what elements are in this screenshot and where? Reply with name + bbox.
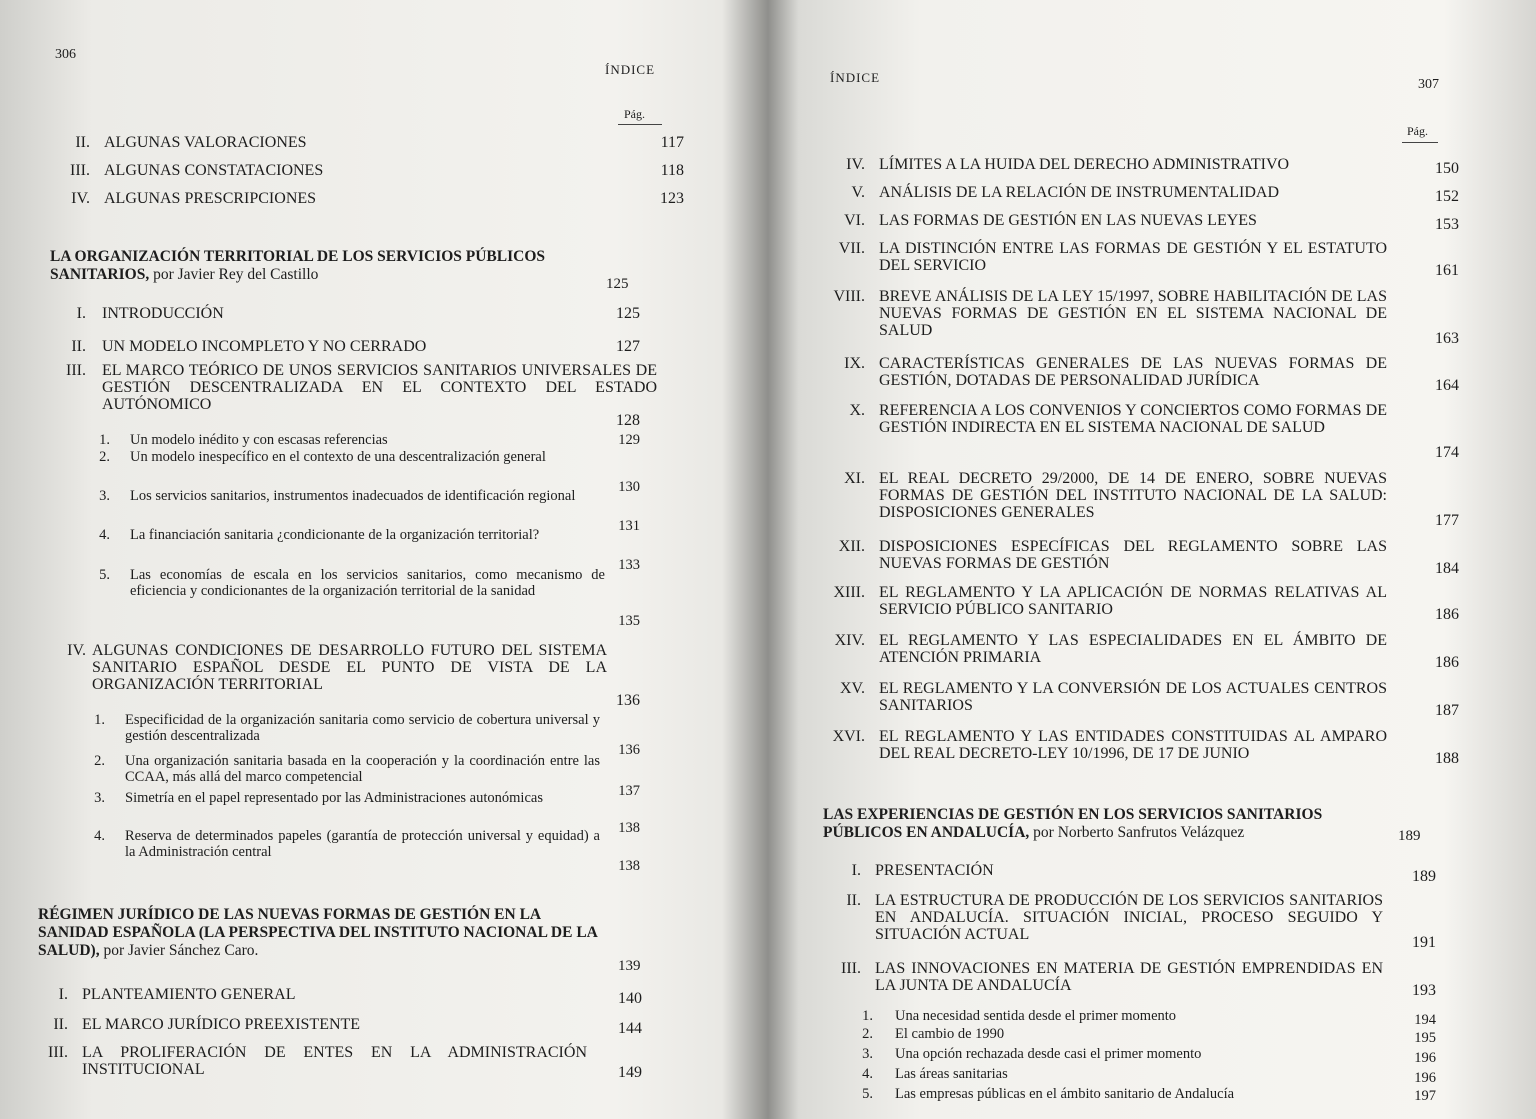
toc-section-heading — [50, 248, 615, 284]
entry-title: ALGUNAS PRESCRIPCIONES — [104, 190, 317, 207]
section-title: RÉGIMEN JURÍDICO DE LAS NUEVAS FORMAS DE GESTIÓN EN LA SANIDAD ESPAÑOLA (LA PERSPECTIVA DEL INSTITUTO NACIONAL DE LA SALUD), — [38, 906, 598, 959]
entry-number: 4. — [94, 828, 105, 844]
toc-entry — [823, 862, 1436, 885]
pag-rule — [618, 124, 662, 125]
page-number: 307 — [1418, 77, 1439, 92]
section-author: por Norberto Sanfrutos Velázquez — [1033, 824, 1245, 841]
entry-page: 193 — [1412, 982, 1436, 999]
entry-title: LÍMITES A LA HUIDA DEL DERECHO ADMINISTRATIVO — [879, 156, 1290, 173]
entry-title: ALGUNAS VALORACIONES — [104, 134, 307, 151]
entry-page: 149 — [618, 1064, 642, 1081]
toc-entry — [50, 362, 657, 429]
entry-page: 163 — [1435, 330, 1459, 347]
entry-page: 128 — [616, 412, 640, 429]
entry-number: II. — [846, 892, 861, 909]
toc-subentry — [855, 1008, 1436, 1028]
entry-number: 1. — [862, 1008, 873, 1024]
toc-subentry — [90, 488, 650, 534]
entry-title: Un modelo inédito y con escasas referencias — [130, 432, 388, 448]
entry-page: 197 — [1414, 1088, 1436, 1104]
toc-entry — [50, 134, 684, 152]
entry-number: IX. — [844, 355, 865, 372]
entry-number: III. — [48, 1044, 68, 1061]
entry-number: II. — [71, 338, 86, 355]
entry-title: Las áreas sanitarias — [895, 1066, 1008, 1082]
toc-entry — [825, 184, 1459, 205]
entry-page: 137 — [618, 783, 640, 799]
entry-title: UN MODELO INCOMPLETO Y NO CERRADO — [102, 338, 427, 355]
entry-number: 4. — [862, 1066, 873, 1082]
toc-entry — [825, 632, 1459, 671]
toc-entry — [825, 288, 1459, 347]
entry-title: ALGUNAS CONSTATACIONES — [104, 162, 324, 179]
section-author: por Javier Rey del Castillo — [153, 266, 319, 283]
right-page — [790, 0, 1536, 1119]
pag-label: Pág. — [1407, 124, 1428, 138]
entry-number: VII. — [838, 240, 865, 257]
entry-title: LA PROLIFERACIÓN DE ENTES EN LA ADMINISTRACIÓN INSTITUCIONAL — [82, 1044, 587, 1078]
toc-entry — [825, 680, 1459, 719]
toc-subentry — [90, 449, 650, 495]
entry-number: VI. — [844, 212, 865, 229]
entry-number: 2. — [94, 753, 105, 769]
entry-page: 136 — [616, 692, 640, 709]
entry-number: 5. — [99, 567, 110, 583]
entry-title: ALGUNAS CONDICIONES DE DESARROLLO FUTURO DEL SISTEMA SANITARIO ESPAÑOL DESDE EL PUNTO DE VISTA DE LA ORGANIZACIÓN TERRITORIAL — [92, 642, 607, 693]
entry-number: XIV. — [834, 632, 865, 649]
entry-title: EL REAL DECRETO 29/2000, DE 14 DE ENERO, SOBRE NUEVAS FORMAS DE GESTIÓN DEL INSTITUTO NACIONAL DE LA SALUD: DISPOSICIONES GENERALES — [879, 470, 1387, 521]
left-page — [0, 0, 690, 1119]
entry-number: 2. — [862, 1026, 873, 1042]
toc-entry — [825, 728, 1459, 767]
entry-page: 177 — [1435, 512, 1459, 529]
toc-entry — [823, 960, 1436, 999]
entry-page: 123 — [660, 190, 684, 207]
entry-page: 186 — [1435, 654, 1459, 671]
toc-entry — [38, 986, 642, 1007]
entry-page: 189 — [1412, 868, 1436, 885]
pag-label: Pág. — [624, 107, 645, 121]
toc-entry — [825, 212, 1459, 233]
toc-subentry — [855, 1066, 1436, 1086]
entry-number: VIII. — [833, 288, 865, 305]
entry-title: DISPOSICIONES ESPECÍFICAS DEL REGLAMENTO SOBRE LAS NUEVAS FORMAS DE GESTIÓN — [879, 538, 1387, 572]
entry-number: 3. — [99, 488, 110, 504]
entry-number: 1. — [94, 712, 105, 728]
entry-page: 138 — [618, 820, 640, 836]
entry-title: El cambio de 1990 — [895, 1026, 1005, 1042]
entry-number: XVI. — [832, 728, 865, 745]
entry-page: 140 — [618, 990, 642, 1007]
page-number: 306 — [55, 47, 76, 62]
entry-number: 3. — [94, 790, 105, 806]
toc-subentry — [90, 432, 650, 448]
entry-title: Una necesidad sentida desde el primer momento — [895, 1008, 1177, 1024]
entry-page: 164 — [1435, 377, 1459, 394]
entry-page: 174 — [1435, 444, 1459, 461]
toc-entry — [825, 402, 1459, 461]
entry-title: La financiación sanitaria ¿condicionante de la organización territorial? — [130, 527, 540, 543]
entry-page: 138 — [618, 858, 640, 874]
entry-number: 1. — [99, 432, 110, 448]
entry-number: IV. — [846, 156, 865, 173]
entry-page: 125 — [616, 305, 640, 322]
running-head: ÍNDICE — [830, 70, 881, 85]
toc-entry — [825, 584, 1459, 623]
entry-title: REFERENCIA A LOS CONVENIOS Y CONCIERTOS COMO FORMAS DE GESTIÓN INDIRECTA EN EL SISTEMA NACIONAL DE SALUD — [879, 402, 1387, 436]
section-page: 125 — [606, 276, 629, 292]
entry-page: 196 — [1414, 1050, 1436, 1066]
entry-title: Simetría en el papel representado por las Administraciones autonómicas — [125, 790, 543, 806]
entry-number: XI. — [844, 470, 865, 487]
entry-title: Reserva de determinados papeles (garantía de protección universal y equidad) a la Administración central — [125, 828, 600, 860]
entry-page: 194 — [1414, 1012, 1436, 1028]
entry-title: Las economías de escala en los servicios sanitarios, como mecanismo de eficiencia y condicionantes de la organización territorial de la sanidad — [130, 567, 605, 599]
entry-title: EL REGLAMENTO Y LAS ENTIDADES CONSTITUIDAS AL AMPARO DEL REAL DECRETO-LEY 10/1996, DE 17 DE JUNIO — [879, 728, 1387, 762]
entry-page: 135 — [618, 613, 640, 629]
entry-page: 144 — [618, 1020, 642, 1037]
entry-page: 152 — [1435, 188, 1459, 205]
entry-page: 150 — [1435, 160, 1459, 177]
entry-title: PLANTEAMIENTO GENERAL — [82, 986, 296, 1003]
entry-page: 187 — [1435, 702, 1459, 719]
entry-title: BREVE ANÁLISIS DE LA LEY 15/1997, SOBRE HABILITACIÓN DE LAS NUEVAS FORMAS DE GESTIÓN EN EL SISTEMA NACIONAL DE SALUD — [879, 288, 1387, 339]
entry-number: II. — [75, 134, 90, 151]
entry-number: I. — [851, 862, 861, 879]
toc-subentry — [90, 527, 650, 573]
entry-number: III. — [66, 362, 86, 379]
entry-title: LAS INNOVACIONES EN MATERIA DE GESTIÓN EMPRENDIDAS EN LA JUNTA DE ANDALUCÍA — [875, 960, 1383, 994]
entry-title: EL MARCO TEÓRICO DE UNOS SERVICIOS SANITARIOS UNIVERSALES DE GESTIÓN DESCENTRALIZADA EN EL CONTEXTO DEL ESTADO AUTÓNOMICO — [102, 362, 657, 413]
toc-section-heading — [823, 806, 1383, 842]
section-title: LAS EXPERIENCIAS DE GESTIÓN EN LOS SERVICIOS SANITARIOS PÚBLICOS EN ANDALUCÍA, — [823, 806, 1323, 841]
toc-entry — [50, 162, 684, 180]
entry-title: Las empresas públicas en el ámbito sanitario de Andalucía — [895, 1086, 1235, 1102]
entry-number: III. — [70, 162, 90, 179]
entry-number: III. — [841, 960, 861, 977]
entry-number: XIII. — [833, 584, 865, 601]
toc-entry — [823, 892, 1436, 951]
entry-number: 5. — [862, 1086, 873, 1102]
section-page: 189 — [1398, 828, 1421, 844]
toc-entry — [50, 642, 650, 709]
entry-page: 161 — [1435, 262, 1459, 279]
entry-number: I. — [76, 305, 86, 322]
entry-number: V. — [851, 184, 865, 201]
toc-subentry — [85, 828, 650, 874]
entry-page: 131 — [618, 518, 640, 534]
entry-title: LAS FORMAS DE GESTIÓN EN LAS NUEVAS LEYES — [879, 212, 1257, 229]
entry-number: X. — [849, 402, 865, 419]
entry-number: I. — [58, 986, 68, 1003]
entry-number: IV. — [71, 190, 90, 207]
entry-title: EL REGLAMENTO Y LA CONVERSIÓN DE LOS ACTUALES CENTROS SANITARIOS — [879, 680, 1387, 714]
toc-entry — [50, 305, 650, 323]
entry-title: Un modelo inespecífico en el contexto de una descentralización general — [130, 449, 546, 465]
entry-title: EL REGLAMENTO Y LAS ESPECIALIDADES EN EL ÁMBITO DE ATENCIÓN PRIMARIA — [879, 632, 1387, 666]
entry-title: ANÁLISIS DE LA RELACIÓN DE INSTRUMENTALIDAD — [879, 184, 1280, 201]
toc-subentry — [855, 1026, 1436, 1046]
entry-page: 196 — [1414, 1070, 1436, 1086]
entry-title: Una organización sanitaria basada en la cooperación y la coordinación entre las CCAA, más allá del marco competencial — [125, 753, 600, 785]
entry-number: IV. — [67, 642, 86, 659]
toc-entry — [825, 470, 1459, 529]
entry-page: 133 — [618, 557, 640, 573]
entry-page: 191 — [1412, 934, 1436, 951]
pag-rule — [1402, 142, 1438, 143]
entry-page: 127 — [616, 338, 640, 355]
entry-title: Especificidad de la organización sanitaria como servicio de cobertura universal y gestión descentralizada — [125, 712, 600, 744]
section-author: por Javier Sánchez Caro. — [103, 942, 259, 959]
entry-number: II. — [53, 1016, 68, 1033]
entry-page: 153 — [1435, 216, 1459, 233]
toc-entry — [50, 190, 684, 208]
entry-page: 118 — [660, 162, 684, 179]
entry-number: XII. — [838, 538, 865, 555]
section-title: LA ORGANIZACIÓN TERRITORIAL DE LOS SERVICIOS PÚBLICOS SANITARIOS, — [50, 248, 546, 283]
toc-entry — [50, 338, 650, 356]
entry-page: 188 — [1435, 750, 1459, 767]
running-head: ÍNDICE — [605, 62, 656, 77]
entry-title: EL MARCO JURÍDICO PREEXISTENTE — [82, 1016, 361, 1033]
entry-title: Los servicios sanitarios, instrumentos inadecuados de identificación regional — [130, 488, 576, 504]
toc-entry — [825, 240, 1459, 279]
toc-entry — [825, 538, 1459, 577]
entry-title: PRESENTACIÓN — [875, 862, 994, 879]
toc-entry — [825, 355, 1459, 394]
entry-number: XV. — [839, 680, 865, 697]
toc-section-heading — [38, 906, 598, 960]
entry-title: Una opción rechazada desde casi el primer momento — [895, 1046, 1202, 1062]
entry-page: 195 — [1414, 1030, 1436, 1046]
entry-title: EL REGLAMENTO Y LA APLICACIÓN DE NORMAS RELATIVAS AL SERVICIO PÚBLICO SANITARIO — [879, 584, 1387, 618]
entry-page: 130 — [618, 479, 640, 495]
entry-title: CARACTERÍSTICAS GENERALES DE LAS NUEVAS FORMAS DE GESTIÓN, DOTADAS DE PERSONALIDAD JURÍDICA — [879, 355, 1387, 389]
toc-subentry — [855, 1046, 1436, 1066]
entry-number: 3. — [862, 1046, 873, 1062]
toc-subentry — [85, 712, 650, 758]
toc-entry — [38, 1044, 642, 1081]
entry-number: 2. — [99, 449, 110, 465]
entry-page: 129 — [618, 432, 640, 448]
entry-title: LA ESTRUCTURA DE PRODUCCIÓN DE LOS SERVICIOS SANITARIOS EN ANDALUCÍA. SITUACIÓN INICIAL, PROCESO SEGUIDO Y SITUACIÓN ACTUAL — [875, 892, 1383, 943]
entry-title: INTRODUCCIÓN — [102, 305, 224, 322]
toc-subentry — [855, 1086, 1435, 1102]
toc-entry — [825, 156, 1459, 177]
entry-page: 117 — [660, 134, 684, 151]
entry-number: 4. — [99, 527, 110, 543]
section-page: 139 — [618, 958, 641, 974]
entry-page: 136 — [618, 742, 640, 758]
entry-title: LA DISTINCIÓN ENTRE LAS FORMAS DE GESTIÓN Y EL ESTATUTO DEL SERVICIO — [879, 240, 1387, 274]
entry-page: 186 — [1435, 606, 1459, 623]
entry-page: 184 — [1435, 560, 1459, 577]
toc-subentry — [85, 790, 650, 836]
toc-subentry — [90, 567, 650, 629]
toc-entry — [38, 1016, 642, 1037]
